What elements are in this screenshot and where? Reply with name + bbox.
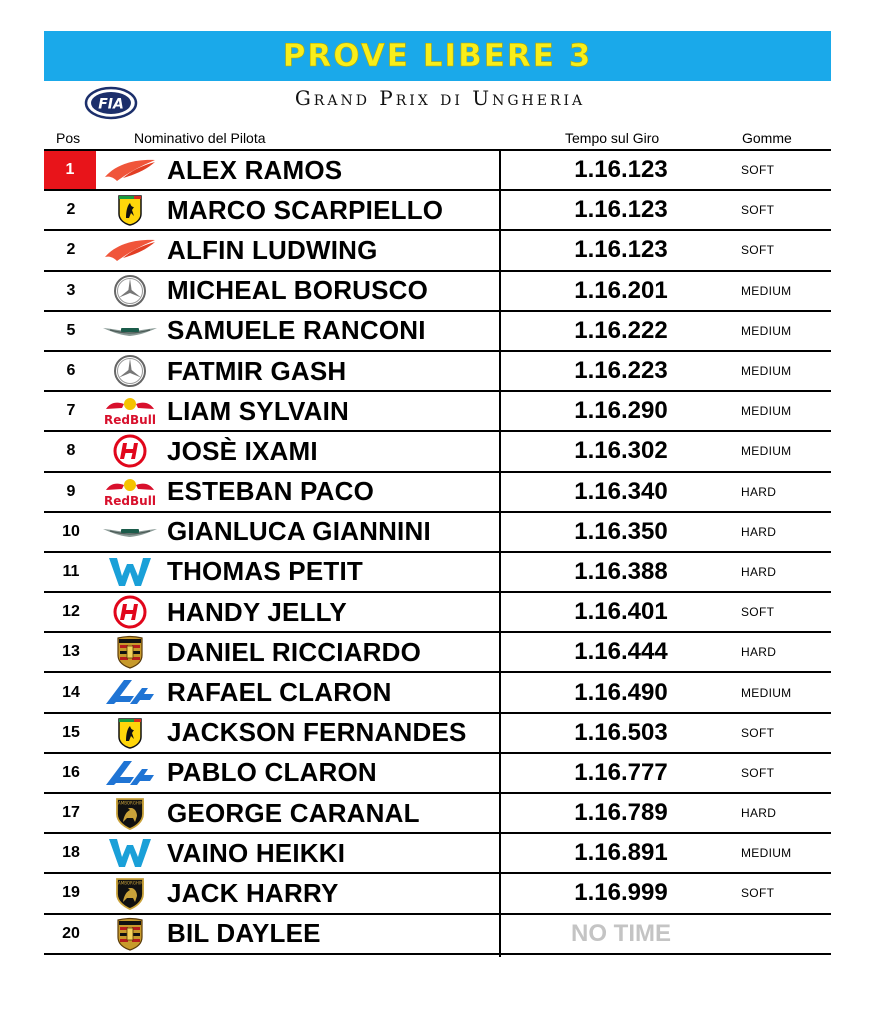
mercedes-icon [102, 274, 158, 308]
lap-time: 1.16.123 [574, 236, 668, 264]
porsche-icon [102, 635, 158, 669]
williams-icon [102, 555, 158, 589]
position-cell: 14 [62, 683, 80, 701]
table-row [44, 633, 831, 673]
mclaren-icon [102, 233, 158, 267]
table-row [44, 513, 831, 553]
position-cell: 5 [66, 321, 76, 339]
tyre-compound: MEDIUM [741, 323, 792, 338]
lap-time: 1.16.444 [574, 638, 668, 666]
red-bull-icon [102, 394, 158, 428]
table-row [44, 915, 831, 955]
column-header-driver: Nominativo del Pilota [134, 130, 266, 146]
lap-time: 1.16.302 [574, 437, 668, 465]
position-cell: 2 [66, 201, 76, 219]
position-cell: 3 [66, 281, 76, 299]
lap-time: 1.16.201 [574, 276, 668, 304]
ferrari-icon [102, 716, 158, 750]
position-cell: 11 [62, 562, 80, 580]
position-cell: 8 [66, 442, 76, 460]
lamborghini-icon [102, 796, 158, 830]
position-cell: 1 [44, 151, 96, 189]
driver-name: ESTEBAN PACO [167, 476, 375, 507]
table-row [44, 754, 831, 794]
tyre-compound: MEDIUM [741, 283, 792, 298]
table-row [44, 312, 831, 352]
haas-icon [102, 595, 158, 629]
driver-name: GEORGE CARANAL [167, 797, 420, 828]
tyre-compound: HARD [741, 806, 777, 821]
position-cell: 7 [66, 402, 76, 420]
driver-name: PABLO CLARON [167, 757, 377, 788]
alpine-icon [102, 756, 158, 790]
table-row [44, 834, 831, 874]
table-row [44, 553, 831, 593]
svg-text:FIA: FIA [98, 96, 124, 113]
lap-time: 1.16.401 [574, 598, 668, 626]
driver-name: ALEX RAMOS [167, 154, 343, 185]
driver-name: MICHEAL BORUSCO [167, 275, 429, 306]
results-table [44, 149, 831, 955]
driver-name: HANDY JELLY [167, 596, 347, 627]
fia-logo-icon [84, 86, 138, 120]
lap-time: 1.16.123 [574, 196, 668, 224]
tyre-compound: SOFT [741, 203, 775, 218]
position-cell: 6 [66, 362, 76, 380]
table-row [44, 432, 831, 472]
table-row [44, 593, 831, 633]
table-row [44, 151, 831, 191]
table-row [44, 673, 831, 713]
driver-name: GIANLUCA GIANNINI [167, 516, 431, 547]
driver-name: JACKSON FERNANDES [167, 717, 467, 748]
position-cell: 16 [62, 763, 80, 781]
table-row [44, 352, 831, 392]
tyre-compound: MEDIUM [741, 364, 792, 379]
driver-name: LIAM SYLVAIN [167, 395, 349, 426]
svg-text:LAMBORGHINI: LAMBORGHINI [115, 880, 145, 886]
mclaren-icon [102, 153, 158, 187]
tyre-compound: SOFT [741, 725, 775, 740]
table-row [44, 231, 831, 271]
alpine-icon [102, 675, 158, 709]
lap-time: 1.16.222 [574, 316, 668, 344]
driver-name: SAMUELE RANCONI [167, 315, 426, 346]
position-cell: 10 [62, 522, 80, 540]
tyre-compound: SOFT [741, 163, 775, 178]
driver-name: VAINO HEIKKI [167, 837, 346, 868]
lap-time: 1.16.891 [574, 839, 668, 867]
position-cell: 20 [62, 924, 80, 942]
driver-name: RAFAEL CLARON [167, 677, 392, 708]
tyre-compound: HARD [741, 484, 777, 499]
driver-name: BIL DAYLEE [167, 918, 321, 949]
lap-time: 1.16.388 [574, 557, 668, 585]
lap-time: 1.16.490 [574, 678, 668, 706]
tyre-compound: SOFT [741, 886, 775, 901]
tyre-compound: MEDIUM [741, 685, 792, 700]
tyre-compound: MEDIUM [741, 404, 792, 419]
svg-text:LAMBORGHINI: LAMBORGHINI [115, 800, 145, 806]
tyre-compound: MEDIUM [741, 846, 792, 861]
driver-name: JOSÈ IXAMI [167, 435, 318, 466]
column-divider [499, 149, 501, 957]
svg-text:RedBull: RedBull [104, 493, 156, 508]
aston-martin-icon [102, 515, 158, 549]
table-row [44, 191, 831, 231]
lap-time: 1.16.789 [574, 799, 668, 827]
driver-name: JACK HARRY [167, 877, 339, 908]
position-cell: 18 [62, 844, 80, 862]
column-header-lap-time: Tempo sul Giro [565, 130, 660, 146]
table-row [44, 272, 831, 312]
lap-time: 1.16.350 [574, 517, 668, 545]
table-row [44, 473, 831, 513]
position-cell: 15 [62, 723, 80, 741]
lamborghini-icon [102, 876, 158, 910]
driver-name: DANIEL RICCIARDO [167, 636, 422, 667]
lap-time: 1.16.777 [574, 758, 668, 786]
aston-martin-icon [102, 314, 158, 348]
tyre-compound: MEDIUM [741, 444, 792, 459]
tyre-compound: HARD [741, 524, 777, 539]
porsche-icon [102, 917, 158, 951]
position-cell: 13 [62, 643, 80, 661]
red-bull-icon [102, 475, 158, 509]
tyre-compound: SOFT [741, 765, 775, 780]
lap-time: 1.16.340 [574, 477, 668, 505]
event-subtitle: Grand Prix di Ungheria [294, 86, 586, 110]
lap-time: 1.16.123 [574, 156, 668, 184]
column-header-tyres: Gomme [742, 130, 792, 146]
lap-time: 1.16.223 [574, 357, 668, 385]
lap-time: 1.16.290 [574, 397, 668, 425]
position-cell: 2 [66, 241, 76, 259]
position-cell: 17 [62, 804, 80, 822]
williams-icon [102, 836, 158, 870]
table-row [44, 874, 831, 914]
page-title: PROVE LIBERE 3 [282, 38, 593, 74]
table-row [44, 392, 831, 432]
lap-time: NO TIME [571, 919, 671, 947]
driver-name: FATMIR GASH [167, 355, 347, 386]
driver-name: ALFIN LUDWING [167, 234, 378, 265]
ferrari-icon [102, 193, 158, 227]
tyre-compound: SOFT [741, 243, 775, 258]
column-header-pos: Pos [56, 130, 81, 146]
driver-name: THOMAS PETIT [167, 556, 363, 587]
haas-icon [102, 434, 158, 468]
position-cell: 19 [62, 884, 80, 902]
mercedes-icon [102, 354, 158, 388]
driver-name: MARCO SCARPIELLO [167, 194, 444, 225]
svg-text:RedBull: RedBull [104, 413, 156, 428]
table-row [44, 794, 831, 834]
title-banner [44, 31, 831, 81]
table-row [44, 714, 831, 754]
position-cell: 12 [62, 603, 80, 621]
tyre-compound: HARD [741, 564, 777, 579]
tyre-compound: SOFT [741, 605, 775, 620]
lap-time: 1.16.999 [574, 879, 668, 907]
lap-time: 1.16.503 [574, 718, 668, 746]
tyre-compound: HARD [741, 645, 777, 660]
position-cell: 9 [66, 482, 76, 500]
